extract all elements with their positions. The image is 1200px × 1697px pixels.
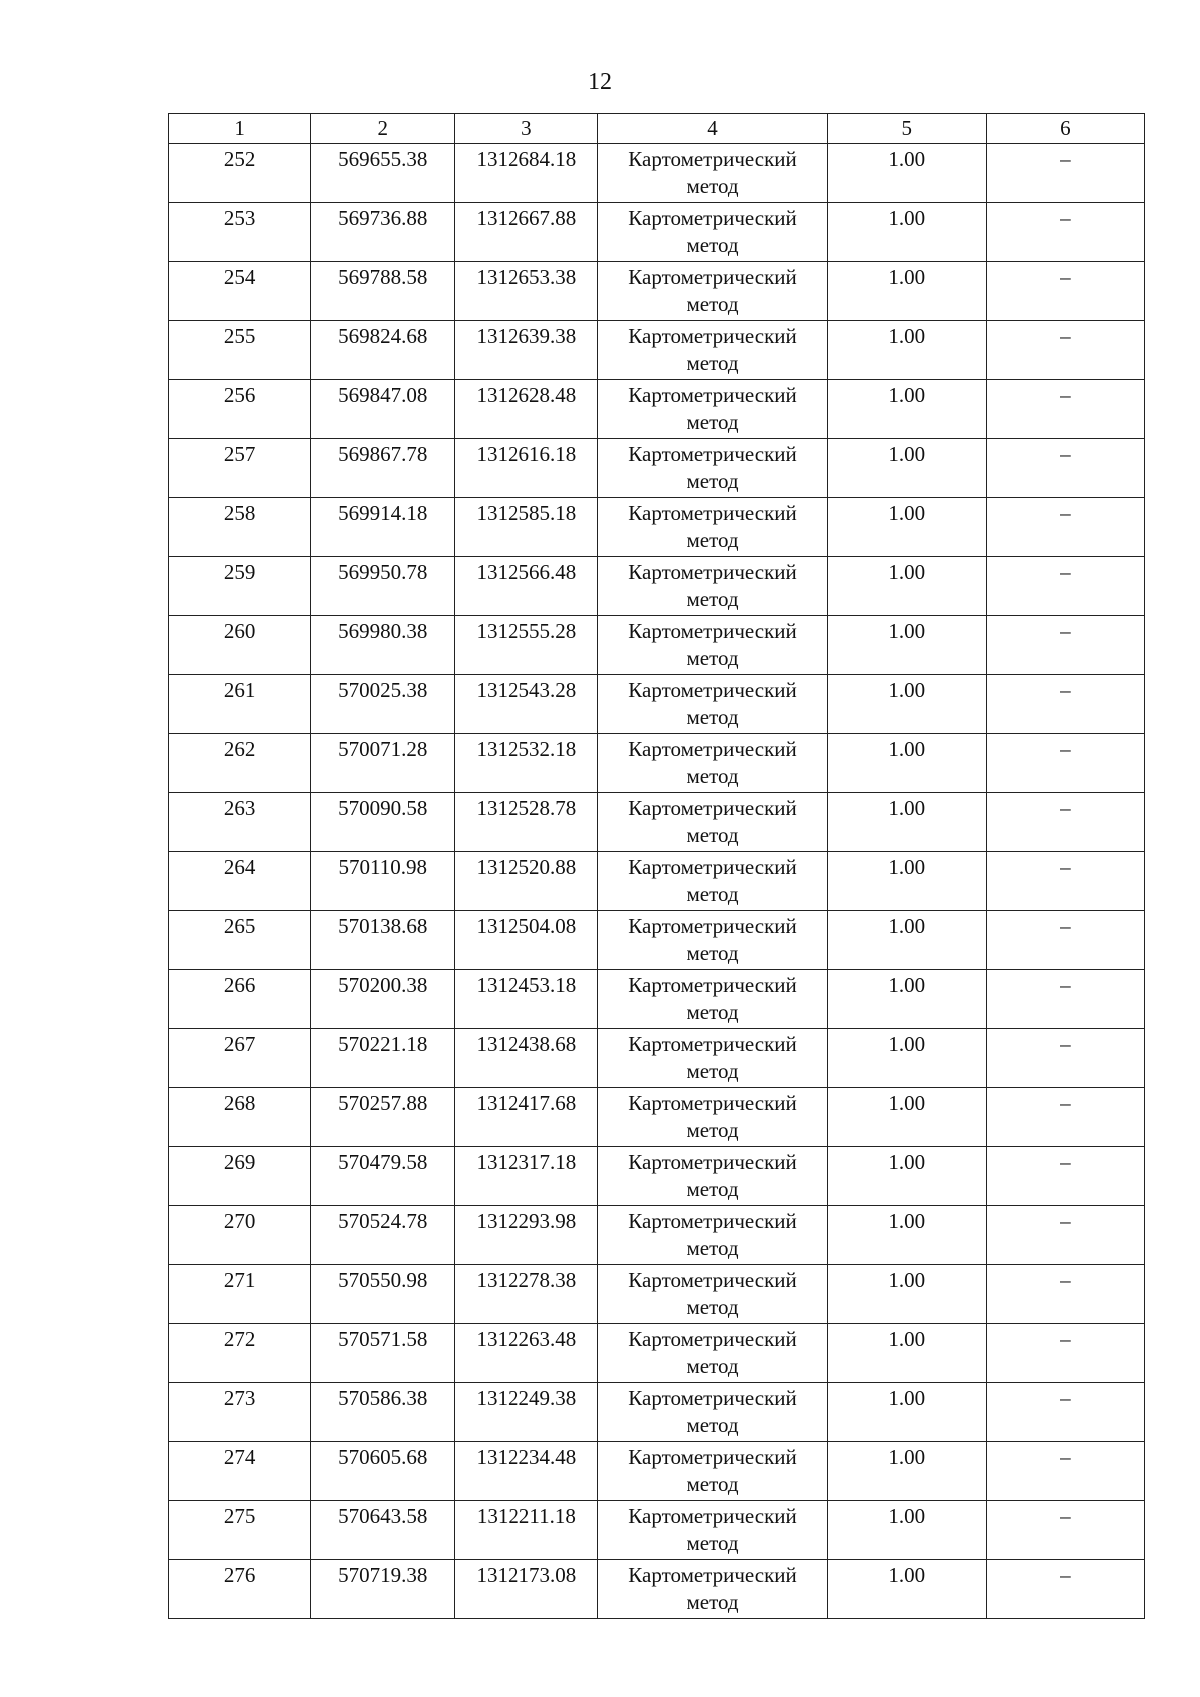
point-number-cell: 260 bbox=[169, 616, 311, 675]
method-line-1: Картометрический bbox=[628, 1032, 797, 1056]
y-coordinate-cell: 1312653.38 bbox=[455, 262, 598, 321]
method-cell bbox=[598, 1147, 827, 1206]
accuracy-cell: 1.00 bbox=[827, 321, 986, 380]
point-number-cell: 264 bbox=[169, 852, 311, 911]
method-cell bbox=[598, 911, 827, 970]
y-coordinate-cell: 1312585.18 bbox=[455, 498, 598, 557]
table-row bbox=[169, 262, 1145, 321]
x-coordinate-cell: 570090.58 bbox=[311, 793, 455, 852]
method-line-1: Картометрический bbox=[628, 619, 797, 643]
accuracy-cell: 1.00 bbox=[827, 1501, 986, 1560]
point-number-cell: 259 bbox=[169, 557, 311, 616]
description-cell: – bbox=[986, 1265, 1144, 1324]
accuracy-cell: 1.00 bbox=[827, 793, 986, 852]
accuracy-cell: 1.00 bbox=[827, 1147, 986, 1206]
method-cell bbox=[598, 793, 827, 852]
description-cell: – bbox=[986, 1501, 1144, 1560]
table-row bbox=[169, 439, 1145, 498]
accuracy-cell: 1.00 bbox=[827, 203, 986, 262]
header-row bbox=[169, 114, 1145, 144]
table-row bbox=[169, 675, 1145, 734]
accuracy-cell: 1.00 bbox=[827, 1383, 986, 1442]
x-coordinate-cell: 570110.98 bbox=[311, 852, 455, 911]
y-coordinate-cell: 1312211.18 bbox=[455, 1501, 598, 1560]
method-line-1: Картометрический bbox=[628, 1091, 797, 1115]
point-number-cell: 257 bbox=[169, 439, 311, 498]
accuracy-cell: 1.00 bbox=[827, 380, 986, 439]
point-number-cell: 261 bbox=[169, 675, 311, 734]
accuracy-cell: 1.00 bbox=[827, 1560, 986, 1619]
point-number-cell: 253 bbox=[169, 203, 311, 262]
y-coordinate-cell: 1312317.18 bbox=[455, 1147, 598, 1206]
x-coordinate-cell: 569980.38 bbox=[311, 616, 455, 675]
y-coordinate-cell: 1312234.48 bbox=[455, 1442, 598, 1501]
point-number-cell: 273 bbox=[169, 1383, 311, 1442]
y-coordinate-cell: 1312639.38 bbox=[455, 321, 598, 380]
method-cell bbox=[598, 203, 827, 262]
description-cell: – bbox=[986, 557, 1144, 616]
x-coordinate-cell: 570221.18 bbox=[311, 1029, 455, 1088]
point-number-cell: 263 bbox=[169, 793, 311, 852]
y-coordinate-cell: 1312417.68 bbox=[455, 1088, 598, 1147]
accuracy-cell: 1.00 bbox=[827, 1324, 986, 1383]
method-cell bbox=[598, 1383, 827, 1442]
y-coordinate-cell: 1312520.88 bbox=[455, 852, 598, 911]
accuracy-cell: 1.00 bbox=[827, 1029, 986, 1088]
accuracy-cell: 1.00 bbox=[827, 439, 986, 498]
description-cell: – bbox=[986, 1206, 1144, 1265]
description-cell: – bbox=[986, 1088, 1144, 1147]
y-coordinate-cell: 1312543.28 bbox=[455, 675, 598, 734]
method-line-2: метод bbox=[686, 705, 739, 729]
method-line-1: Картометрический bbox=[628, 796, 797, 820]
y-coordinate-cell: 1312684.18 bbox=[455, 144, 598, 203]
point-number-cell: 271 bbox=[169, 1265, 311, 1324]
method-line-2: метод bbox=[686, 410, 739, 434]
method-line-1: Картометрический bbox=[628, 678, 797, 702]
y-coordinate-cell: 1312566.48 bbox=[455, 557, 598, 616]
accuracy-cell: 1.00 bbox=[827, 734, 986, 793]
description-cell: – bbox=[986, 675, 1144, 734]
method-cell bbox=[598, 498, 827, 557]
y-coordinate-cell: 1312528.78 bbox=[455, 793, 598, 852]
y-coordinate-cell: 1312293.98 bbox=[455, 1206, 598, 1265]
method-line-1: Картометрический bbox=[628, 1386, 797, 1410]
method-line-2: метод bbox=[686, 1531, 739, 1555]
y-coordinate-cell: 1312453.18 bbox=[455, 970, 598, 1029]
y-coordinate-cell: 1312438.68 bbox=[455, 1029, 598, 1088]
method-line-2: метод bbox=[686, 823, 739, 847]
description-cell: – bbox=[986, 203, 1144, 262]
header-cell: 1 bbox=[169, 114, 311, 144]
table-row bbox=[169, 1324, 1145, 1383]
accuracy-cell: 1.00 bbox=[827, 970, 986, 1029]
x-coordinate-cell: 569824.68 bbox=[311, 321, 455, 380]
x-coordinate-cell: 570025.38 bbox=[311, 675, 455, 734]
description-cell: – bbox=[986, 321, 1144, 380]
accuracy-cell: 1.00 bbox=[827, 675, 986, 734]
y-coordinate-cell: 1312263.48 bbox=[455, 1324, 598, 1383]
table-row bbox=[169, 1206, 1145, 1265]
table-row bbox=[169, 1501, 1145, 1560]
method-line-2: метод bbox=[686, 941, 739, 965]
x-coordinate-cell: 570571.58 bbox=[311, 1324, 455, 1383]
table-row bbox=[169, 970, 1145, 1029]
page-number: 12 bbox=[588, 69, 612, 95]
method-line-2: метод bbox=[686, 292, 739, 316]
table-row bbox=[169, 852, 1145, 911]
point-number-cell: 254 bbox=[169, 262, 311, 321]
method-cell bbox=[598, 616, 827, 675]
x-coordinate-cell: 569847.08 bbox=[311, 380, 455, 439]
method-line-1: Картометрический bbox=[628, 1445, 797, 1469]
description-cell: – bbox=[986, 793, 1144, 852]
x-coordinate-cell: 569914.18 bbox=[311, 498, 455, 557]
method-line-2: метод bbox=[686, 1472, 739, 1496]
table-header bbox=[169, 114, 1145, 144]
table-row bbox=[169, 734, 1145, 793]
method-cell bbox=[598, 1265, 827, 1324]
accuracy-cell: 1.00 bbox=[827, 557, 986, 616]
description-cell: – bbox=[986, 1324, 1144, 1383]
method-line-1: Картометрический bbox=[628, 147, 797, 171]
method-cell bbox=[598, 1324, 827, 1383]
method-line-2: метод bbox=[686, 587, 739, 611]
table-row bbox=[169, 557, 1145, 616]
x-coordinate-cell: 570719.38 bbox=[311, 1560, 455, 1619]
y-coordinate-cell: 1312532.18 bbox=[455, 734, 598, 793]
point-number-cell: 266 bbox=[169, 970, 311, 1029]
x-coordinate-cell: 570524.78 bbox=[311, 1206, 455, 1265]
point-number-cell: 262 bbox=[169, 734, 311, 793]
table-row bbox=[169, 1560, 1145, 1619]
point-number-cell: 258 bbox=[169, 498, 311, 557]
point-number-cell: 270 bbox=[169, 1206, 311, 1265]
point-number-cell: 272 bbox=[169, 1324, 311, 1383]
method-line-1: Картометрический bbox=[628, 383, 797, 407]
x-coordinate-cell: 570200.38 bbox=[311, 970, 455, 1029]
accuracy-cell: 1.00 bbox=[827, 852, 986, 911]
method-line-1: Картометрический bbox=[628, 855, 797, 879]
point-number-cell: 276 bbox=[169, 1560, 311, 1619]
method-line-2: метод bbox=[686, 882, 739, 906]
table-row bbox=[169, 1088, 1145, 1147]
description-cell: – bbox=[986, 498, 1144, 557]
method-line-2: метод bbox=[686, 646, 739, 670]
method-line-1: Картометрический bbox=[628, 737, 797, 761]
description-cell: – bbox=[986, 1383, 1144, 1442]
method-line-2: метод bbox=[686, 469, 739, 493]
y-coordinate-cell: 1312628.48 bbox=[455, 380, 598, 439]
table-row bbox=[169, 321, 1145, 380]
point-number-cell: 267 bbox=[169, 1029, 311, 1088]
y-coordinate-cell: 1312249.38 bbox=[455, 1383, 598, 1442]
description-cell: – bbox=[986, 1442, 1144, 1501]
point-number-cell: 256 bbox=[169, 380, 311, 439]
description-cell: – bbox=[986, 734, 1144, 793]
accuracy-cell: 1.00 bbox=[827, 1206, 986, 1265]
table-row bbox=[169, 1265, 1145, 1324]
y-coordinate-cell: 1312667.88 bbox=[455, 203, 598, 262]
accuracy-cell: 1.00 bbox=[827, 911, 986, 970]
accuracy-cell: 1.00 bbox=[827, 498, 986, 557]
method-line-2: метод bbox=[686, 351, 739, 375]
x-coordinate-cell: 569788.58 bbox=[311, 262, 455, 321]
method-line-2: метод bbox=[686, 1000, 739, 1024]
table-row bbox=[169, 1147, 1145, 1206]
method-line-2: метод bbox=[686, 528, 739, 552]
y-coordinate-cell: 1312555.28 bbox=[455, 616, 598, 675]
accuracy-cell: 1.00 bbox=[827, 1088, 986, 1147]
method-line-1: Картометрический bbox=[628, 501, 797, 525]
table-row bbox=[169, 203, 1145, 262]
method-line-1: Картометрический bbox=[628, 560, 797, 584]
description-cell: – bbox=[986, 262, 1144, 321]
y-coordinate-cell: 1312278.38 bbox=[455, 1265, 598, 1324]
method-cell bbox=[598, 380, 827, 439]
accuracy-cell: 1.00 bbox=[827, 1265, 986, 1324]
y-coordinate-cell: 1312173.08 bbox=[455, 1560, 598, 1619]
method-cell bbox=[598, 557, 827, 616]
method-cell bbox=[598, 1029, 827, 1088]
point-number-cell: 268 bbox=[169, 1088, 311, 1147]
point-number-cell: 255 bbox=[169, 321, 311, 380]
x-coordinate-cell: 569867.78 bbox=[311, 439, 455, 498]
method-line-1: Картометрический bbox=[628, 1504, 797, 1528]
method-line-2: метод bbox=[686, 1354, 739, 1378]
method-cell bbox=[598, 970, 827, 1029]
y-coordinate-cell: 1312504.08 bbox=[455, 911, 598, 970]
method-cell bbox=[598, 1501, 827, 1560]
table-row bbox=[169, 144, 1145, 203]
x-coordinate-cell: 570479.58 bbox=[311, 1147, 455, 1206]
accuracy-cell: 1.00 bbox=[827, 144, 986, 203]
method-line-1: Картометрический bbox=[628, 1268, 797, 1292]
method-line-1: Картометрический bbox=[628, 206, 797, 230]
description-cell: – bbox=[986, 911, 1144, 970]
method-line-2: метод bbox=[686, 1413, 739, 1437]
method-line-2: метод bbox=[686, 1177, 739, 1201]
table-body bbox=[169, 144, 1145, 1619]
point-number-cell: 275 bbox=[169, 1501, 311, 1560]
table-row bbox=[169, 1442, 1145, 1501]
method-line-1: Картометрический bbox=[628, 914, 797, 938]
header-cell: 3 bbox=[455, 114, 598, 144]
table-row bbox=[169, 498, 1145, 557]
point-number-cell: 274 bbox=[169, 1442, 311, 1501]
table-row bbox=[169, 616, 1145, 675]
description-cell: – bbox=[986, 1560, 1144, 1619]
method-cell bbox=[598, 734, 827, 793]
method-line-2: метод bbox=[686, 1236, 739, 1260]
description-cell: – bbox=[986, 144, 1144, 203]
method-line-1: Картометрический bbox=[628, 1209, 797, 1233]
method-cell bbox=[598, 1206, 827, 1265]
description-cell: – bbox=[986, 380, 1144, 439]
table-row bbox=[169, 1029, 1145, 1088]
table-row bbox=[169, 793, 1145, 852]
header-cell: 5 bbox=[827, 114, 986, 144]
method-line-1: Картометрический bbox=[628, 1563, 797, 1587]
method-cell bbox=[598, 1442, 827, 1501]
method-cell bbox=[598, 852, 827, 911]
header-cell: 2 bbox=[311, 114, 455, 144]
x-coordinate-cell: 569736.88 bbox=[311, 203, 455, 262]
method-cell bbox=[598, 439, 827, 498]
description-cell: – bbox=[986, 439, 1144, 498]
method-line-2: метод bbox=[686, 764, 739, 788]
table-row bbox=[169, 380, 1145, 439]
method-cell bbox=[598, 1560, 827, 1619]
method-line-2: метод bbox=[686, 174, 739, 198]
table-row bbox=[169, 1383, 1145, 1442]
x-coordinate-cell: 570586.38 bbox=[311, 1383, 455, 1442]
accuracy-cell: 1.00 bbox=[827, 616, 986, 675]
method-cell bbox=[598, 1088, 827, 1147]
method-cell bbox=[598, 675, 827, 734]
method-line-1: Картометрический bbox=[628, 1327, 797, 1351]
point-number-cell: 252 bbox=[169, 144, 311, 203]
method-line-2: метод bbox=[686, 1059, 739, 1083]
method-line-2: метод bbox=[686, 1295, 739, 1319]
table-row bbox=[169, 911, 1145, 970]
x-coordinate-cell: 570550.98 bbox=[311, 1265, 455, 1324]
accuracy-cell: 1.00 bbox=[827, 1442, 986, 1501]
x-coordinate-cell: 569950.78 bbox=[311, 557, 455, 616]
coordinates-table bbox=[168, 113, 1145, 1619]
x-coordinate-cell: 570257.88 bbox=[311, 1088, 455, 1147]
x-coordinate-cell: 570643.58 bbox=[311, 1501, 455, 1560]
method-line-1: Картометрический bbox=[628, 324, 797, 348]
x-coordinate-cell: 570605.68 bbox=[311, 1442, 455, 1501]
method-line-2: метод bbox=[686, 233, 739, 257]
description-cell: – bbox=[986, 1029, 1144, 1088]
description-cell: – bbox=[986, 852, 1144, 911]
description-cell: – bbox=[986, 616, 1144, 675]
description-cell: – bbox=[986, 1147, 1144, 1206]
description-cell: – bbox=[986, 970, 1144, 1029]
method-line-1: Картометрический bbox=[628, 973, 797, 997]
method-line-1: Картометрический bbox=[628, 1150, 797, 1174]
method-cell bbox=[598, 262, 827, 321]
x-coordinate-cell: 570138.68 bbox=[311, 911, 455, 970]
x-coordinate-cell: 569655.38 bbox=[311, 144, 455, 203]
method-cell bbox=[598, 321, 827, 380]
method-line-1: Картометрический bbox=[628, 442, 797, 466]
y-coordinate-cell: 1312616.18 bbox=[455, 439, 598, 498]
accuracy-cell: 1.00 bbox=[827, 262, 986, 321]
method-line-1: Картометрический bbox=[628, 265, 797, 289]
header-cell: 6 bbox=[986, 114, 1144, 144]
method-cell bbox=[598, 144, 827, 203]
header-cell: 4 bbox=[598, 114, 827, 144]
point-number-cell: 265 bbox=[169, 911, 311, 970]
method-line-2: метод bbox=[686, 1118, 739, 1142]
method-line-2: метод bbox=[686, 1590, 739, 1614]
point-number-cell: 269 bbox=[169, 1147, 311, 1206]
x-coordinate-cell: 570071.28 bbox=[311, 734, 455, 793]
